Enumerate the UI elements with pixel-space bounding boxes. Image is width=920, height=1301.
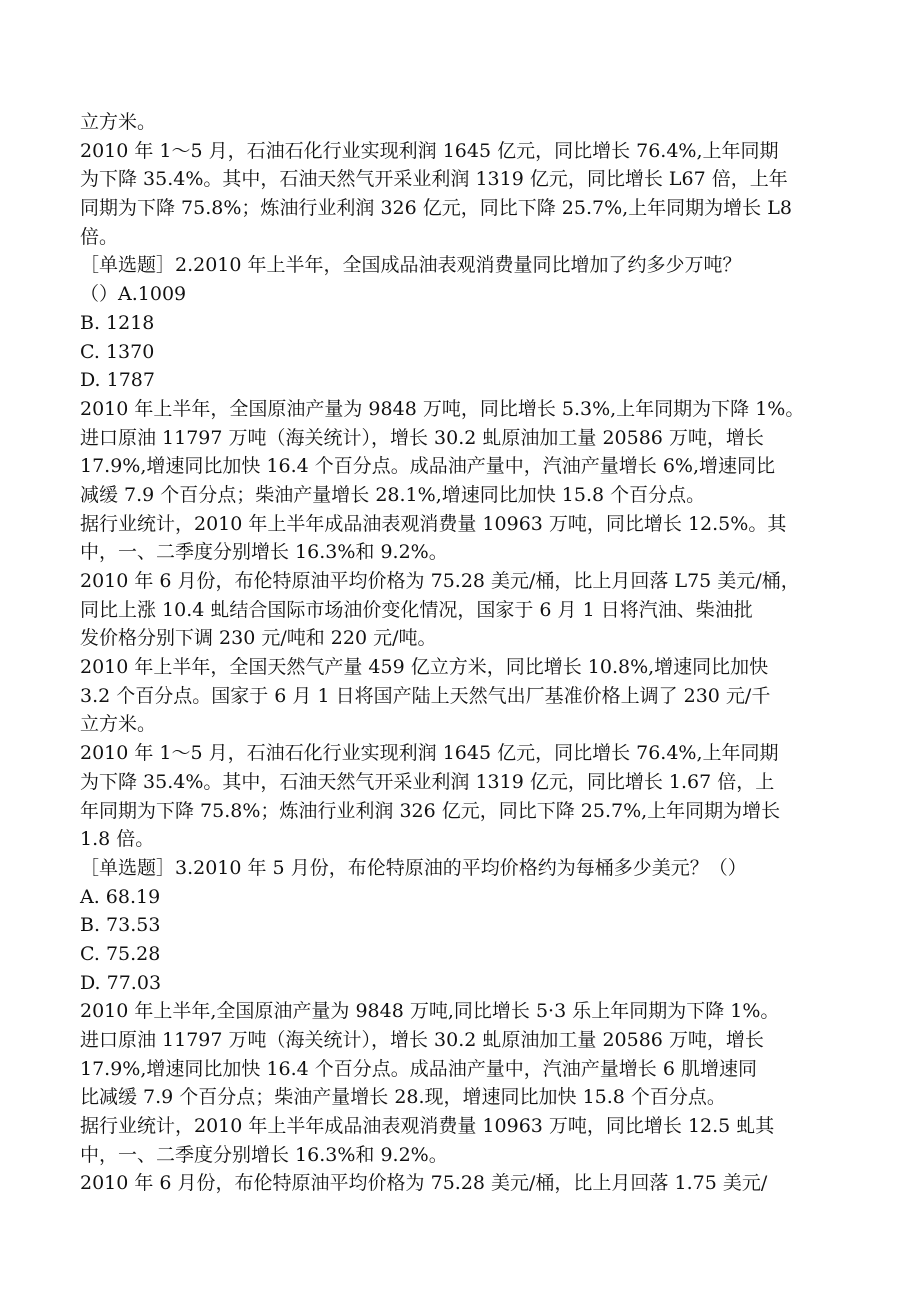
text-line: 同比上涨 10.4 虬结合国际市场油价变化情况，国家于 6 月 1 日将汽油、柴油批 [80,598,753,621]
answer-option: D. 1787 [80,369,155,392]
text-line: 2010 年上半年，全国原油产量为 9848 万吨，同比增长 5.3%,上年同期为下降 1%。 [80,397,805,420]
text-line: 中，一、二季度分别增长 16.3%和 9.2%。 [80,541,448,564]
answer-option: B. 1218 [80,311,155,334]
text-line: 中，一、二季度分别增长 16.3%和 9.2%。 [80,1143,448,1166]
text-line: 17.9%,增速同比加快 16.4 个百分点。成品油产量中，汽油产量增长 6%,增速同比 [80,455,776,478]
answer-option: B. 73.53 [80,914,161,937]
text-line: 2010 年 6 月份，布伦特原油平均价格为 75.28 美元/桶，比上月回落 L75 美元/桶， [80,570,800,592]
text-line: 2010 年上半年,全国原油产量为 9848 万吨,同比增长 5·3 乐上年同期为下降 1%。 [80,1000,780,1023]
text-line: 2010 年上半年，全国天然气产量 459 亿立方米，同比增长 10.8%,增速同比加快 [80,656,769,679]
text-line: 减缓 7.9 个百分点；柴油产量增长 28.1%,增速同比加快 15.8 个百分点。 [80,483,706,506]
text-line: 3.2 个百分点。国家于 6 月 1 日将国产陆上天然气出厂基准价格上调了 230 元/千 [80,684,771,707]
answer-option: C. 1370 [80,340,155,363]
answer-option: （）A.1009 [80,283,187,306]
text-line: 2010 年 6 月份，布伦特原油平均价格为 75.28 美元/桶，比上月回落 1.75 美元/ [80,1172,768,1195]
text-line: 为下降 35.4%。其中，石油天然气开采业利润 1319 亿元，同比增长 1.67 倍，上 [80,770,775,793]
text-line: 2010 年 1～5 月，石油石化行业实现利润 1645 亿元，同比增长 76.4%,上年同期 [80,742,779,765]
text-line: 立方米。 [80,111,157,133]
text-line: 进口原油 11797 万吨（海关统计），增长 30.2 虬原油加工量 20586 万吨，增长 [80,1029,764,1051]
text-line: 为下降 35.4%。其中，石油天然气开采业利润 1319 亿元，同比增长 L67 倍，上年 [80,168,788,191]
text-line: 倍。 [80,225,119,248]
answer-option: A. 68.19 [80,885,161,908]
text-line: 2010 年 1～5 月，石油石化行业实现利润 1645 亿元，同比增长 76.4%,上年同期 [80,139,779,162]
text-line: 进口原油 11797 万吨（海关统计），增长 30.2 虬原油加工量 20586 万吨，增长 [80,426,764,449]
answer-option: C. 75.28 [80,942,161,965]
text-line: 比减缓 7.9 个百分点；柴油产量增长 28.现，增速同比加快 15.8 个百分点。 [80,1086,726,1109]
text-line: 同期为下降 75.8%；炼油行业利润 326 亿元，同比下降 25.7%,上年同期为增长 L8 [80,197,792,220]
text-line: 立方米。 [80,713,157,736]
question-stem: ［单选题］2.2010 年上半年，全国成品油表观消费量同比增加了约多少万吨？ [80,254,742,277]
text-line: 据行业统计，2010 年上半年成品油表观消费量 10963 万吨，同比增长 12.5 虬其 [80,1115,775,1138]
text-line: 发价格分别下调 230 元/吨和 220 元/吨。 [80,627,437,650]
text-line: 据行业统计，2010 年上半年成品油表观消费量 10963 万吨，同比增长 12.5%。其 [80,512,787,535]
answer-option: D. 77.03 [80,971,162,994]
question-stem: ［单选题］3.2010 年 5 月份，布伦特原油的平均价格约为每桶多少美元？（） [80,856,747,879]
text-line: 年同期为下降 75.8%；炼油行业利润 326 亿元，同比下降 25.7%,上年同期为增长 [80,799,781,822]
text-line: 1.8 倍。 [80,828,155,851]
document-body [80,108,850,1198]
text-line: 17.9%,增速同比加快 16.4 个百分点。成品油产量中，汽油产量增长 6 肌增速同 [80,1057,757,1080]
